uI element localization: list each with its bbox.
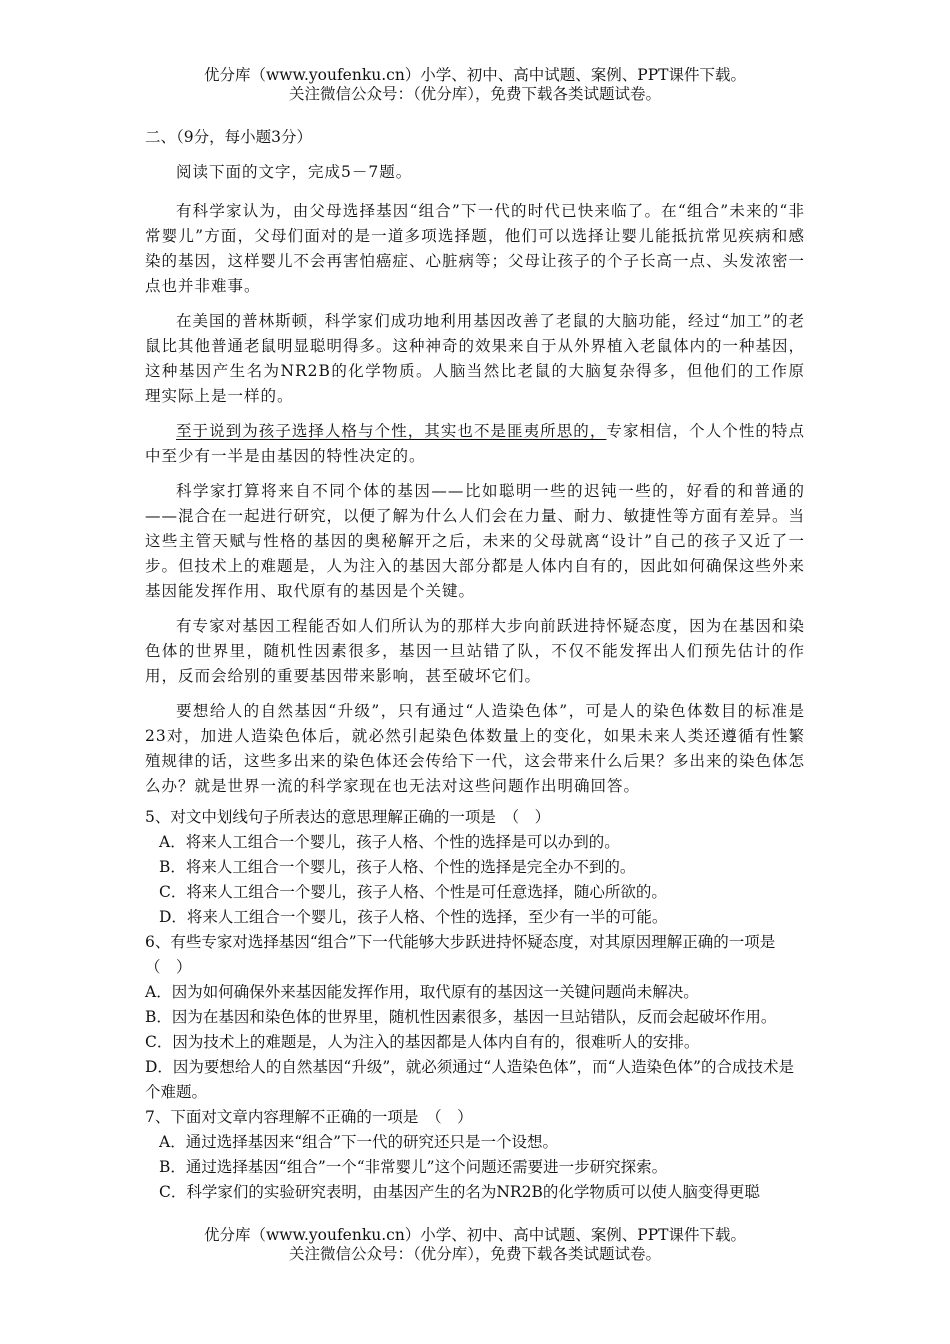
question-5-option-c: C．将来人工组合一个婴儿，孩子人格、个性是可任意选择，随心所欲的。: [159, 883, 667, 901]
passage-paragraph-2: 在美国的普林斯顿，科学家们成功地利用基因改善了老鼠的大脑功能，经过“加工”的老鼠比其他普通老鼠明显聪明得多。这种神奇的效果来自于从外界植入老鼠体内的一种基因，这种基因产生名为NR2B的化学物质。人脑当然比老鼠的大脑复杂得多，但他们的工作原理实际上是一样的。: [145, 312, 806, 405]
passage-paragraph-5: 有专家对基因工程能否如人们所认为的那样大步向前跃进持怀疑态度，因为在基因和染色体的世界里，随机性因素很多，基因一旦站错了队，不仅不能发挥出人们预先估计的作用，反而会给别的重要基因带来影响，甚至破坏它们。: [145, 617, 805, 685]
page-header: [0, 66, 950, 104]
question-6-option-c: C．因为技术上的难题是，人为注入的基因都是人体内自有的，很难听人的安排。: [145, 1033, 700, 1051]
header-line-1: 优分库（www.youfenku.cn）小学、初中、高中试题、案例、PPT课件下载。: [203, 66, 747, 84]
question-7-option-b: B．通过选择基因“组合”一个“非常婴儿”这个问题还需要进一步研究探索。: [159, 1158, 668, 1176]
instruction: 阅读下面的文字，完成5－7题。: [176, 163, 413, 181]
question-6-option-a: A．因为如何确保外来基因能发挥作用，取代原有的基因这一关键问题尚未解决。: [145, 983, 699, 1001]
section-title: 二、（9分，每小题3分）: [145, 128, 312, 146]
footer-line-2: 关注微信公众号：（优分库），免费下载各类试题试卷。: [288, 1245, 661, 1263]
question-7-stem: 7、下面对文章内容理解不正确的一项是 （ ）: [145, 1108, 473, 1126]
paragraph-3-rest: 专家相信，个人个性的特点中至少有一半是由基因的特性决定的。: [145, 422, 805, 465]
question-6-option-d: D．因为要想给人的自然基因“升级”，就必须通过“人造染色体”，而“人造染色体”的合成技术是个难题。: [145, 1058, 794, 1101]
underlined-sentence: 至于说到为孩子选择人格与个性，其实也不是匪夷所思的，: [176, 422, 607, 440]
document-body: [145, 124, 805, 1205]
question-5-stem: 5、对文中划线句子所表达的意思理解正确的一项是 （ ）: [145, 808, 551, 826]
question-7-option-a: A．通过选择基因来“组合”下一代的研究还只是一个设想。: [159, 1133, 559, 1151]
page-footer: [0, 1226, 950, 1264]
passage-paragraph-1: 有科学家认为，由父母选择基因“组合”下一代的时代已快来临了。在“组合”未来的“非常婴儿”方面，父母们面对的是一道多项选择题，他们可以选择让婴儿能抵抗常见疾病和感染的基因，这样婴儿不会再害怕癌症、心脏病等；父母让孩子的个子长高一点、头发浓密一点也并非难事。: [145, 202, 806, 295]
question-6-stem: 6、有些专家对选择基因“组合”下一代能够大步跃进持怀疑态度，对其原因理解正确的一项是 （ ）: [145, 933, 791, 976]
header-line-2: 关注微信公众号：（优分库），免费下载各类试题试卷。: [288, 85, 661, 103]
question-5-option-a: A．将来人工组合一个婴儿，孩子人格、个性的选择是可以办到的。: [159, 833, 620, 851]
passage-paragraph-6: 要想给人的自然基因“升级”，只有通过“人造染色体”，可是人的染色体数目的标准是23对，加进人造染色体后，就必然引起染色体数量上的变化，如果未来人类还遵循有性繁殖规律的话，这些多出来的染色体还会传给下一代，这会带来什么后果？多出来的染色体怎么办？就是世界一流的科学家现在也无法对这些问题作出明确回答。: [145, 702, 806, 795]
question-5-option-d: D．将来人工组合一个婴儿，孩子人格、个性的选择，至少有一半的可能。: [159, 908, 668, 926]
question-6-option-b: B．因为在基因和染色体的世界里，随机性因素很多，基因一旦站错队，反而会起破坏作用。: [145, 1008, 777, 1026]
passage-paragraph-4: 科学家打算将来自不同个体的基因——比如聪明一些的迟钝一些的，好看的和普通的——混合在一起进行研究，以便了解为什么人们会在力量、耐力、敏捷性等方面有差异。当这些主管天赋与性格的基因的奥秘解开之后，未来的父母就离“设计”自己的孩子又近了一步。但技术上的难题是，人为注入的基因大部分都是人体内自有的，因此如何确保这些外来基因能发挥作用、取代原有的基因是个关键。: [145, 482, 806, 600]
footer-line-1: 优分库（www.youfenku.cn）小学、初中、高中试题、案例、PPT课件下载。: [203, 1226, 747, 1244]
question-7-option-c: C．科学家们的实验研究表明，由基因产生的名为NR2B的化学物质可以使人脑变得更聪: [159, 1183, 760, 1201]
question-5-option-b: B．将来人工组合一个婴儿，孩子人格、个性的选择是完全办不到的。: [159, 858, 636, 876]
passage-paragraph-3: [145, 419, 805, 469]
